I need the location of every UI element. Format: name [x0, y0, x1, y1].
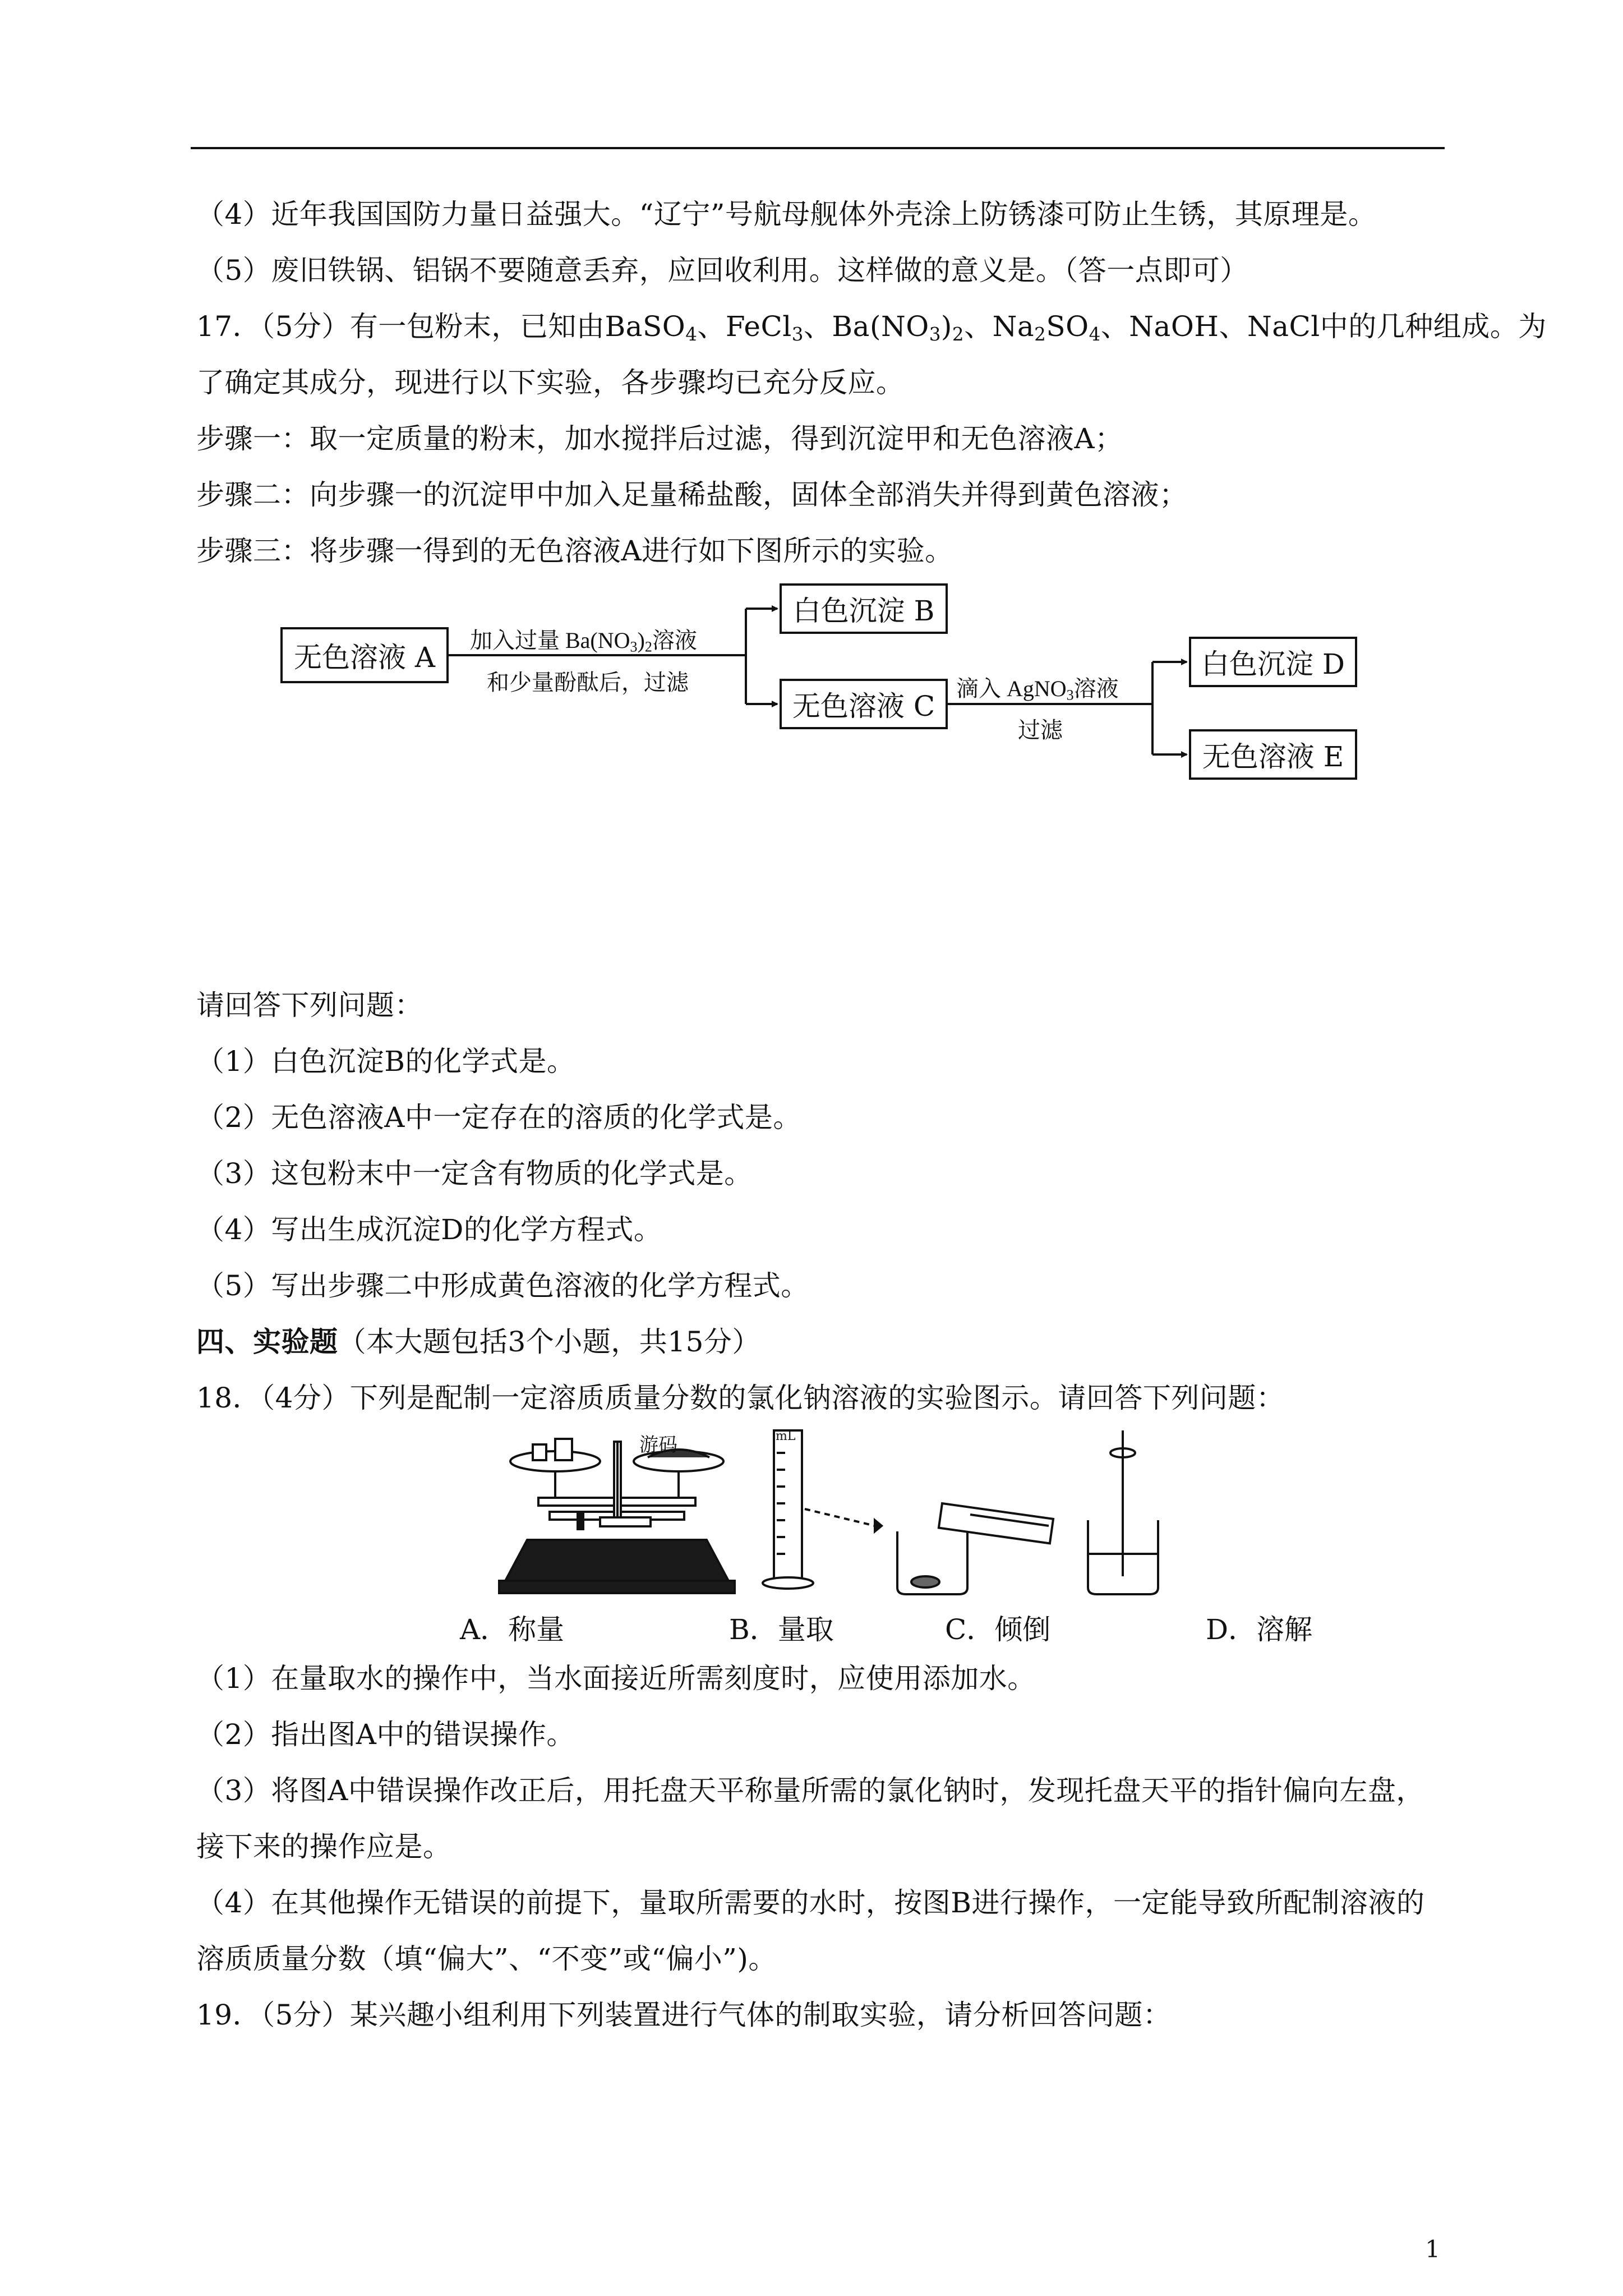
q16-part5: （5）废旧铁锅、铝锅不要随意丢弃，应回收利用。这样做的意义是。（答一点即可） — [196, 254, 1248, 287]
q19-intro: 19．（5分）某兴趣小组利用下列装置进行气体的制取实验，请分析回答问题： — [196, 1999, 1172, 2031]
q18-part3-line2: 接下来的操作应是。 — [196, 1830, 451, 1863]
q17-part4: （4）写出生成沉淀D的化学方程式。 — [196, 1213, 662, 1246]
cylinder-illustration — [763, 1430, 882, 1589]
step-three: 步骤三：将步骤一得到的无色溶液A进行如下图所示的实验。 — [196, 535, 953, 567]
compound-naoh: NaOH — [1129, 310, 1219, 343]
compound-baso4: BaSO$_4$ — [605, 310, 698, 346]
figure-label-c: C．倾倒 — [945, 1613, 1051, 1646]
lab-figure — [494, 1419, 1312, 1604]
youma-label: 游码 — [639, 1434, 677, 1456]
pouring-illustration — [897, 1503, 1053, 1594]
flow-arrows — [0, 0, 1623, 813]
figure-label-a: A．称量 — [460, 1613, 565, 1646]
q17-part1: （1）白色沉淀B的化学式是。 — [196, 1045, 575, 1078]
q17-intro-line2: 了确定其成分，现进行以下实验，各步骤均已充分反应。 — [196, 366, 905, 399]
q18-part2: （2）指出图A中的错误操作。 — [196, 1718, 575, 1751]
q18-intro: 18．（4分）下列是配制一定溶质质量分数的氯化钠溶液的实验图示。请回答下列问题： — [196, 1382, 1285, 1414]
q16-part4: （4）近年我国国防力量日益强大。“辽宁”号航母舰体外壳涂上防锈漆可防止生锈，其原理是。 — [196, 198, 1377, 231]
q17-intro-prefix: 17．（5分）有一包粉末，已知由 — [196, 310, 605, 343]
figure-label-d: D．溶解 — [1206, 1613, 1313, 1646]
section4-title: 四、实验题 — [196, 1325, 338, 1358]
section4-note: （本大题包括3个小题，共15分） — [338, 1326, 760, 1358]
q17-intro-line1: 17．（5分）有一包粉末，已知由BaSO$_4$、FeCl$_3$、$Ba(NO_3)_2$、$Na_2SO_4$、NaOH、NaCl中的几种组成。为 — [196, 310, 1547, 346]
arrow2-bottom-label: 过滤 — [1018, 717, 1063, 743]
step-one: 步骤一：取一定质量的粉末，加水搅拌后过滤，得到沉淀甲和无色溶液A； — [196, 422, 1123, 455]
q17-part2: （2）无色溶液A中一定存在的溶质的化学式是。 — [196, 1101, 801, 1134]
arrow1-bottom-label: 和少量酚酞后，过滤 — [487, 670, 689, 695]
arrow2-top-label: 滴入 AgNO$_3$溶液 — [956, 676, 1119, 703]
q17-part3: （3）这包粉末中一定含有物质的化学式是。 — [196, 1157, 753, 1190]
q18-part1: （1）在量取水的操作中，当水面接近所需刻度时，应使用添加水。 — [196, 1662, 1036, 1695]
arrow1-top-label: 加入过量 $Ba(NO_3)_2$溶液 — [470, 628, 697, 655]
q17-part5: （5）写出步骤二中形成黄色溶液的化学方程式。 — [196, 1269, 809, 1302]
compound-fecl3: FeCl$_3$ — [725, 310, 804, 346]
q17-intro-suffix: 中的几种组成。为 — [1320, 310, 1547, 343]
page-number: 1 — [1425, 2235, 1440, 2263]
q18-part4-line2: 溶质质量分数（填“偏大”、“不变”或“偏小”)。 — [196, 1943, 777, 1975]
cylinder-unit-label: mL — [776, 1429, 796, 1443]
compound-na2so4: $Na_2SO_4$ — [992, 310, 1101, 346]
box-solution-a: 无色溶液 A — [280, 627, 449, 683]
balance-illustration — [499, 1439, 735, 1593]
box-solution-e: 无色溶液 E — [1189, 729, 1357, 780]
box-solution-c: 无色溶液 C — [780, 679, 948, 729]
box-precipitate-b: 白色沉淀 B — [780, 583, 948, 634]
q18-part3-line1: （3）将图A中错误操作改正后，用托盘天平称量所需的氯化钠时，发现托盘天平的指针偏向左盘， — [196, 1774, 1424, 1807]
step-two: 步骤二：向步骤一的沉淀甲中加入足量稀盐酸，固体全部消失并得到黄色溶液； — [196, 478, 1188, 511]
q18-part4-line1: （4）在其他操作无错误的前提下，量取所需要的水时，按图B进行操作，一定能导致所配制溶液的 — [196, 1887, 1425, 1919]
compound-nacl: NaCl — [1247, 310, 1320, 343]
figure-label-b: B．量取 — [729, 1613, 834, 1646]
compound-bano32: $Ba(NO_3)_2$ — [832, 310, 965, 346]
box-precipitate-d: 白色沉淀 D — [1189, 637, 1357, 687]
dissolving-illustration — [1088, 1430, 1158, 1594]
section4-heading — [196, 1324, 760, 1360]
ask-line: 请回答下列问题： — [196, 989, 423, 1022]
